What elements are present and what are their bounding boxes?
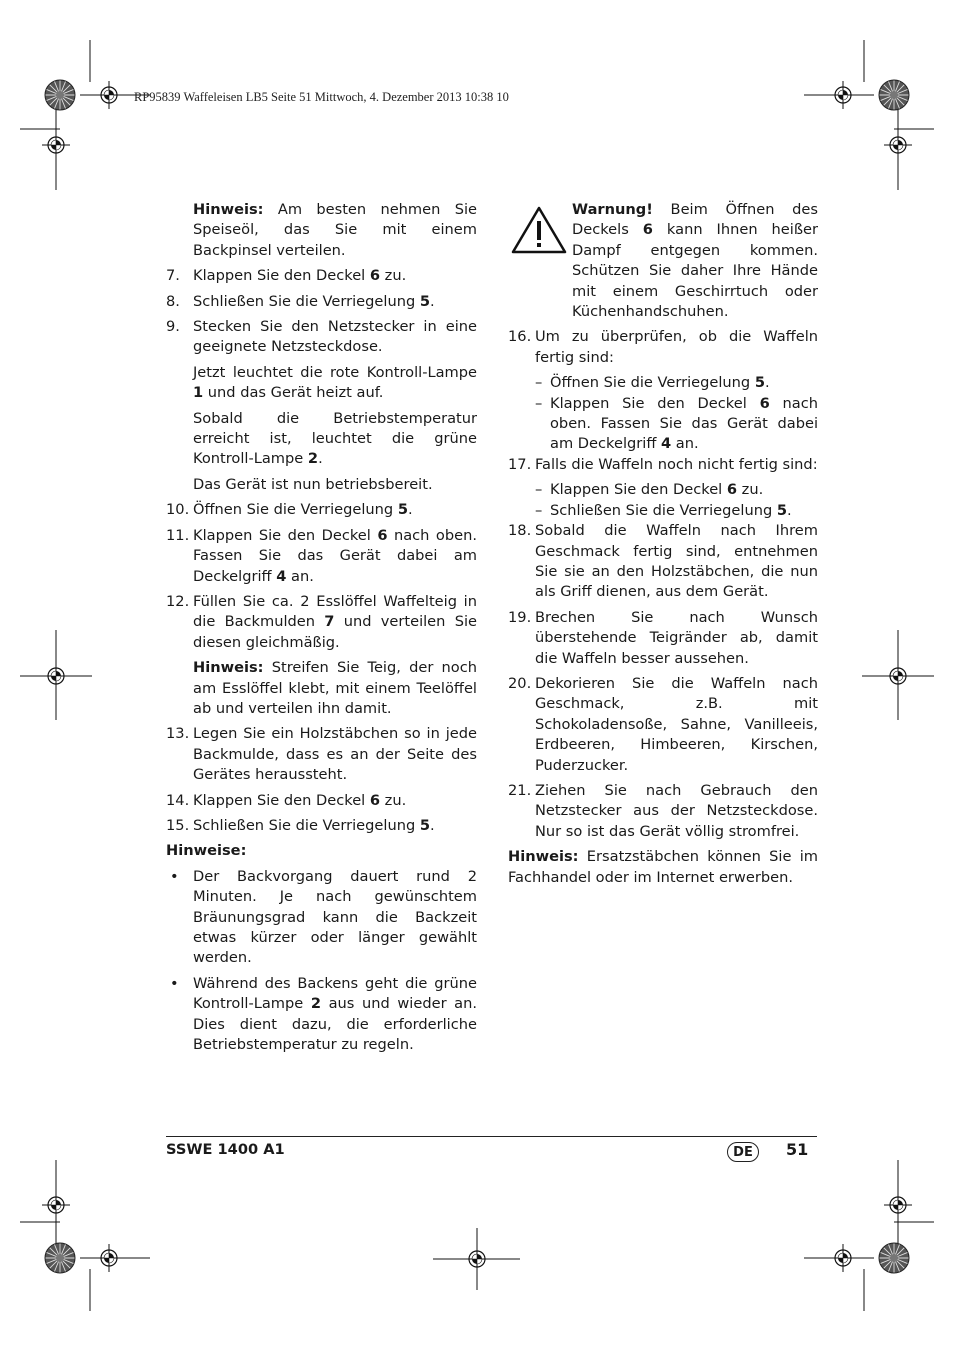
step-17-close: – Klappen Sie den Deckel 6 zu. <box>535 481 764 499</box>
step-8: 8. Schließen Sie die Verriegelung 5. <box>166 292 435 310</box>
language-badge: DE <box>727 1142 759 1162</box>
step-9: 9. Stecken Sie den Netzstecker in eine geeignete Netzsteckdose. <box>166 318 477 356</box>
step-13: 13. Legen Sie ein Holzstäbchen so in jede Backmulde, dass es an der Seite des Gerätes heraussteht. <box>166 725 477 784</box>
right-column <box>508 200 818 893</box>
print-header: RP95839 Waffeleisen LB5 Seite 51 Mittwoch, 4. Dezember 2013 10:38 10 <box>134 90 509 104</box>
note-spare-sticks: Hinweis: Ersatzstäbchen können Sie im Fachhandel oder im Internet erwerben. <box>508 848 818 886</box>
warning-steam: Warnung! Beim Öffnen des Deckels 6 kann Ihnen heißer Dampf entgegen kommen. Schützen Sie daher Ihre Hände mit einem Geschirrtuch oder Küchenhandschuhen. <box>508 200 818 322</box>
step-9-ready: Das Gerät ist nun betriebsbereit. <box>193 475 433 493</box>
note-bullet-baking-time: • Der Backvorgang dauert rund 2 Minuten. Je nach gewünschtem Bräunungsgrad kann die Backzeit etwas kürzer oder länger gewählt werden. <box>170 867 477 967</box>
warning-triangle-icon <box>510 205 568 255</box>
step-11: 11. Klappen Sie den Deckel 6 nach oben. Fassen Sie das Gerät dabei am Deckelgriff 4 an. <box>166 526 477 585</box>
step-20: 20. Dekorieren Sie die Waffeln nach Geschmack, z.B. mit Schokoladensoße, Sahne, Vanilleeis, Erdbeeren, Himbeeren, Kirschen, Puderzucker. <box>508 674 818 774</box>
step-17: 17. Falls die Waffeln noch nicht fertig sind: <box>508 455 818 473</box>
step-16-lift: – Klappen Sie den Deckel 6 nach oben. Fassen Sie das Gerät dabei am Deckelgriff 4 an. <box>535 394 818 453</box>
step-21: 21. Ziehen Sie nach Gebrauch den Netzstecker aus der Netzsteckdose. Nur so ist das Gerät völlig stromfrei. <box>508 781 818 840</box>
note-oil: Hinweis: Am besten nehmen Sie Speiseöl, das Sie mit einem Backpinsel verteilen. <box>193 201 477 259</box>
step-7: 7. Klappen Sie den Deckel 6 zu. <box>166 267 407 285</box>
step-16: 16. Um zu überprüfen, ob die Waffeln fertig sind: <box>508 328 818 366</box>
note-spoon: Hinweis: Streifen Sie Teig, der noch am Esslöffel klebt, mit einem Teelöffel ab und verteilen ihn damit. <box>193 659 477 717</box>
left-column <box>166 200 477 1060</box>
step-10: 10. Öffnen Sie die Verriegelung 5. <box>166 501 413 519</box>
note-bullet-green-lamp: • Während des Backens geht die grüne Kontroll-Lampe 2 aus und wieder an. Dies dient dazu, die erforderliche Betriebstemperatur zu regeln. <box>170 974 477 1054</box>
step-12: 12. Füllen Sie ca. 2 Esslöffel Waffelteig in die Backmulden 7 und verteilen Sie diesen gleichmäßig. <box>166 592 477 651</box>
step-9-red-lamp: Jetzt leuchtet die rote Kontroll-Lampe 1 und das Gerät heizt auf. <box>193 363 477 402</box>
step-16-open: – Öffnen Sie die Verriegelung 5. <box>535 374 770 392</box>
step-15: 15. Schließen Sie die Verriegelung 5. <box>166 816 435 834</box>
step-14: 14. Klappen Sie den Deckel 6 zu. <box>166 791 407 809</box>
page-number: 51 <box>786 1140 809 1159</box>
notes-heading: Hinweise: <box>166 842 247 860</box>
step-18: 18. Sobald die Waffeln nach Ihrem Geschmack fertig sind, entnehmen Sie sie an den Holzstäbchen, die nun als Griff dienen, aus dem Gerät. <box>508 522 818 601</box>
step-19: 19. Brechen Sie nach Wunsch überstehende Teigränder ab, damit die Waffeln besser aussehen. <box>508 608 818 667</box>
footer-model: SSWE 1400 A1 <box>166 1141 285 1158</box>
step-9-green-lamp: Sobald die Betriebstemperatur erreicht ist, leuchtet die grüne Kontroll-Lampe 2. <box>193 409 477 468</box>
footer-rule <box>166 1136 817 1137</box>
step-17-lock: – Schließen Sie die Verriegelung 5. <box>535 501 792 519</box>
